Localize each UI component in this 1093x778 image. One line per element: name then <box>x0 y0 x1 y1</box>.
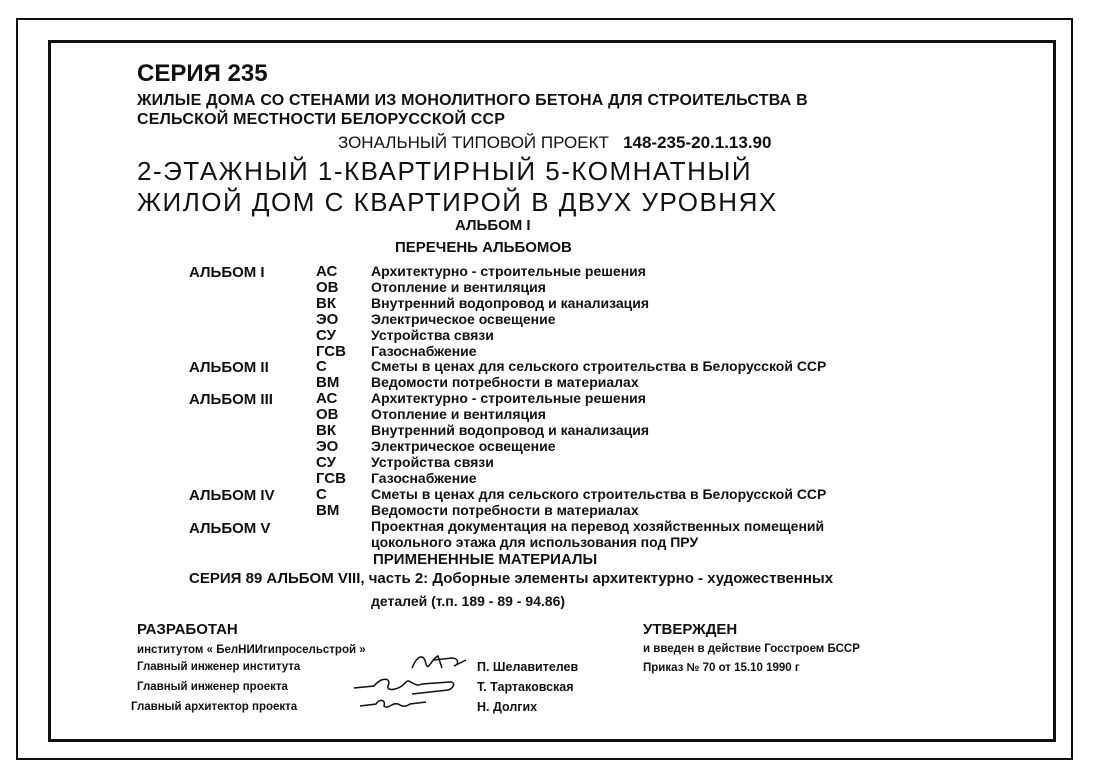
album-row-desc: Электрическое освещение <box>371 438 556 454</box>
approved-line1: и введен в действие Госстроем БССР <box>643 643 860 655</box>
album-row-code: ОВ <box>316 279 339 296</box>
role-chief-engineer-institute: Главный инженер института <box>137 661 301 673</box>
album-number: АЛЬБОМ I <box>455 217 531 234</box>
album-row-desc: Внутренний водопровод и канализация <box>371 295 650 311</box>
album-row-code: С <box>316 358 327 375</box>
album-row-desc: Архитектурно - строительные решения <box>371 390 646 406</box>
signature-mark-2 <box>352 672 462 696</box>
album-row-code: ЭО <box>316 438 339 455</box>
album-row-desc: Сметы в ценах для сельского строительства в Белорусской ССР <box>371 358 827 374</box>
name-dolgikh: Н. Долгих <box>477 700 538 714</box>
album-row-code: ГСВ <box>316 470 346 487</box>
album-row-desc: Сметы в ценах для сельского строительства в Белорусской ССР <box>371 486 827 502</box>
project-title-line1: 2-ЭТАЖНЫЙ 1-КВАРТИРНЫЙ 5-КОМНАТНЫЙ <box>137 156 753 186</box>
album-row-desc: Ведомости потребности в материалах <box>371 374 639 390</box>
album-row-code: ВМ <box>316 502 340 519</box>
applied-materials-line2: деталей (т.п. 189 - 89 - 94.86) <box>371 593 566 609</box>
album-v-label: АЛЬБОМ V <box>189 520 271 537</box>
album-row-code: АС <box>316 390 338 407</box>
zonal-label: ЗОНАЛЬНЫЙ ТИПОВОЙ ПРОЕКТ <box>338 133 609 152</box>
album-row-desc: Газоснабжение <box>371 470 477 486</box>
role-chief-architect-project: Главный архитектор проекта <box>131 701 298 713</box>
album-row-label: АЛЬБОМ IV <box>189 487 275 504</box>
applied-materials-line1: СЕРИЯ 89 АЛЬБОМ VIII, часть 2: Доборные элементы архитектурно - художественных <box>189 570 834 587</box>
applied-materials-title: ПРИМЕНЕННЫЕ МАТЕРИАЛЫ <box>373 551 598 568</box>
signature-mark-3 <box>358 696 430 714</box>
album-row-label: АЛЬБОМ III <box>189 391 273 408</box>
album-row-code: ЭО <box>316 311 339 328</box>
developed-institute: институтом « БелНИИгипросельстрой » <box>137 644 366 656</box>
approved-header: УТВЕРЖДЕН <box>643 621 738 638</box>
album-row-code: ГСВ <box>316 343 346 360</box>
role-chief-engineer-project: Главный инженер проекта <box>137 681 288 693</box>
approved-order: Приказ № 70 от 15.10 1990 г <box>643 662 800 674</box>
album-row-desc: Ведомости потребности в материалах <box>371 502 639 518</box>
project-title-line2: ЖИЛОЙ ДОМ С КВАРТИРОЙ В ДВУХ УРОВНЯХ <box>137 187 778 217</box>
album-row-desc: Газоснабжение <box>371 343 477 359</box>
album-row-code: ВК <box>316 295 336 312</box>
album-row-desc: Устройства связи <box>371 454 494 470</box>
developed-header: РАЗРАБОТАН <box>137 621 238 638</box>
album-row-desc: Отопление и вентиляция <box>371 406 546 422</box>
album-v-desc-line2: цокольного этажа для использования под ПРУ <box>371 534 699 550</box>
album-row-code: СУ <box>316 327 336 344</box>
album-row-code: АС <box>316 263 338 280</box>
album-row-code: ВК <box>316 422 336 439</box>
album-row-desc: Электрическое освещение <box>371 311 556 327</box>
album-row-code: ОВ <box>316 406 339 423</box>
zonal-project-line <box>338 134 771 151</box>
album-row-code: ВМ <box>316 374 340 391</box>
album-row-label: АЛЬБОМ I <box>189 264 265 281</box>
album-row-desc: Отопление и вентиляция <box>371 279 546 295</box>
album-list-title: ПЕРЕЧЕНЬ АЛЬБОМОВ <box>395 239 572 256</box>
album-row-desc: Устройства связи <box>371 327 494 343</box>
name-shelavitelev: П. Шелавителев <box>477 660 579 674</box>
album-row-code: С <box>316 486 327 503</box>
name-tartakovskaya: Т. Тартаковская <box>477 680 574 694</box>
album-v-desc-line1: Проектная документация на перевод хозяйственных помещений <box>371 518 825 534</box>
album-row-code: СУ <box>316 454 336 471</box>
project-number: 148-235-20.1.13.90 <box>623 133 772 152</box>
album-row-desc: Внутренний водопровод и канализация <box>371 422 650 438</box>
series-title: СЕРИЯ 235 <box>137 60 268 87</box>
album-row-label: АЛЬБОМ II <box>189 359 269 376</box>
series-subtitle-line2: СЕЛЬСКОЙ МЕСТНОСТИ БЕЛОРУССКОЙ ССР <box>137 111 506 128</box>
series-subtitle-line1: ЖИЛЫЕ ДОМА СО СТЕНАМИ ИЗ МОНОЛИТНОГО БЕТОНА ДЛЯ СТРОИТЕЛЬСТВА В <box>137 92 808 109</box>
album-row-desc: Архитектурно - строительные решения <box>371 263 646 279</box>
